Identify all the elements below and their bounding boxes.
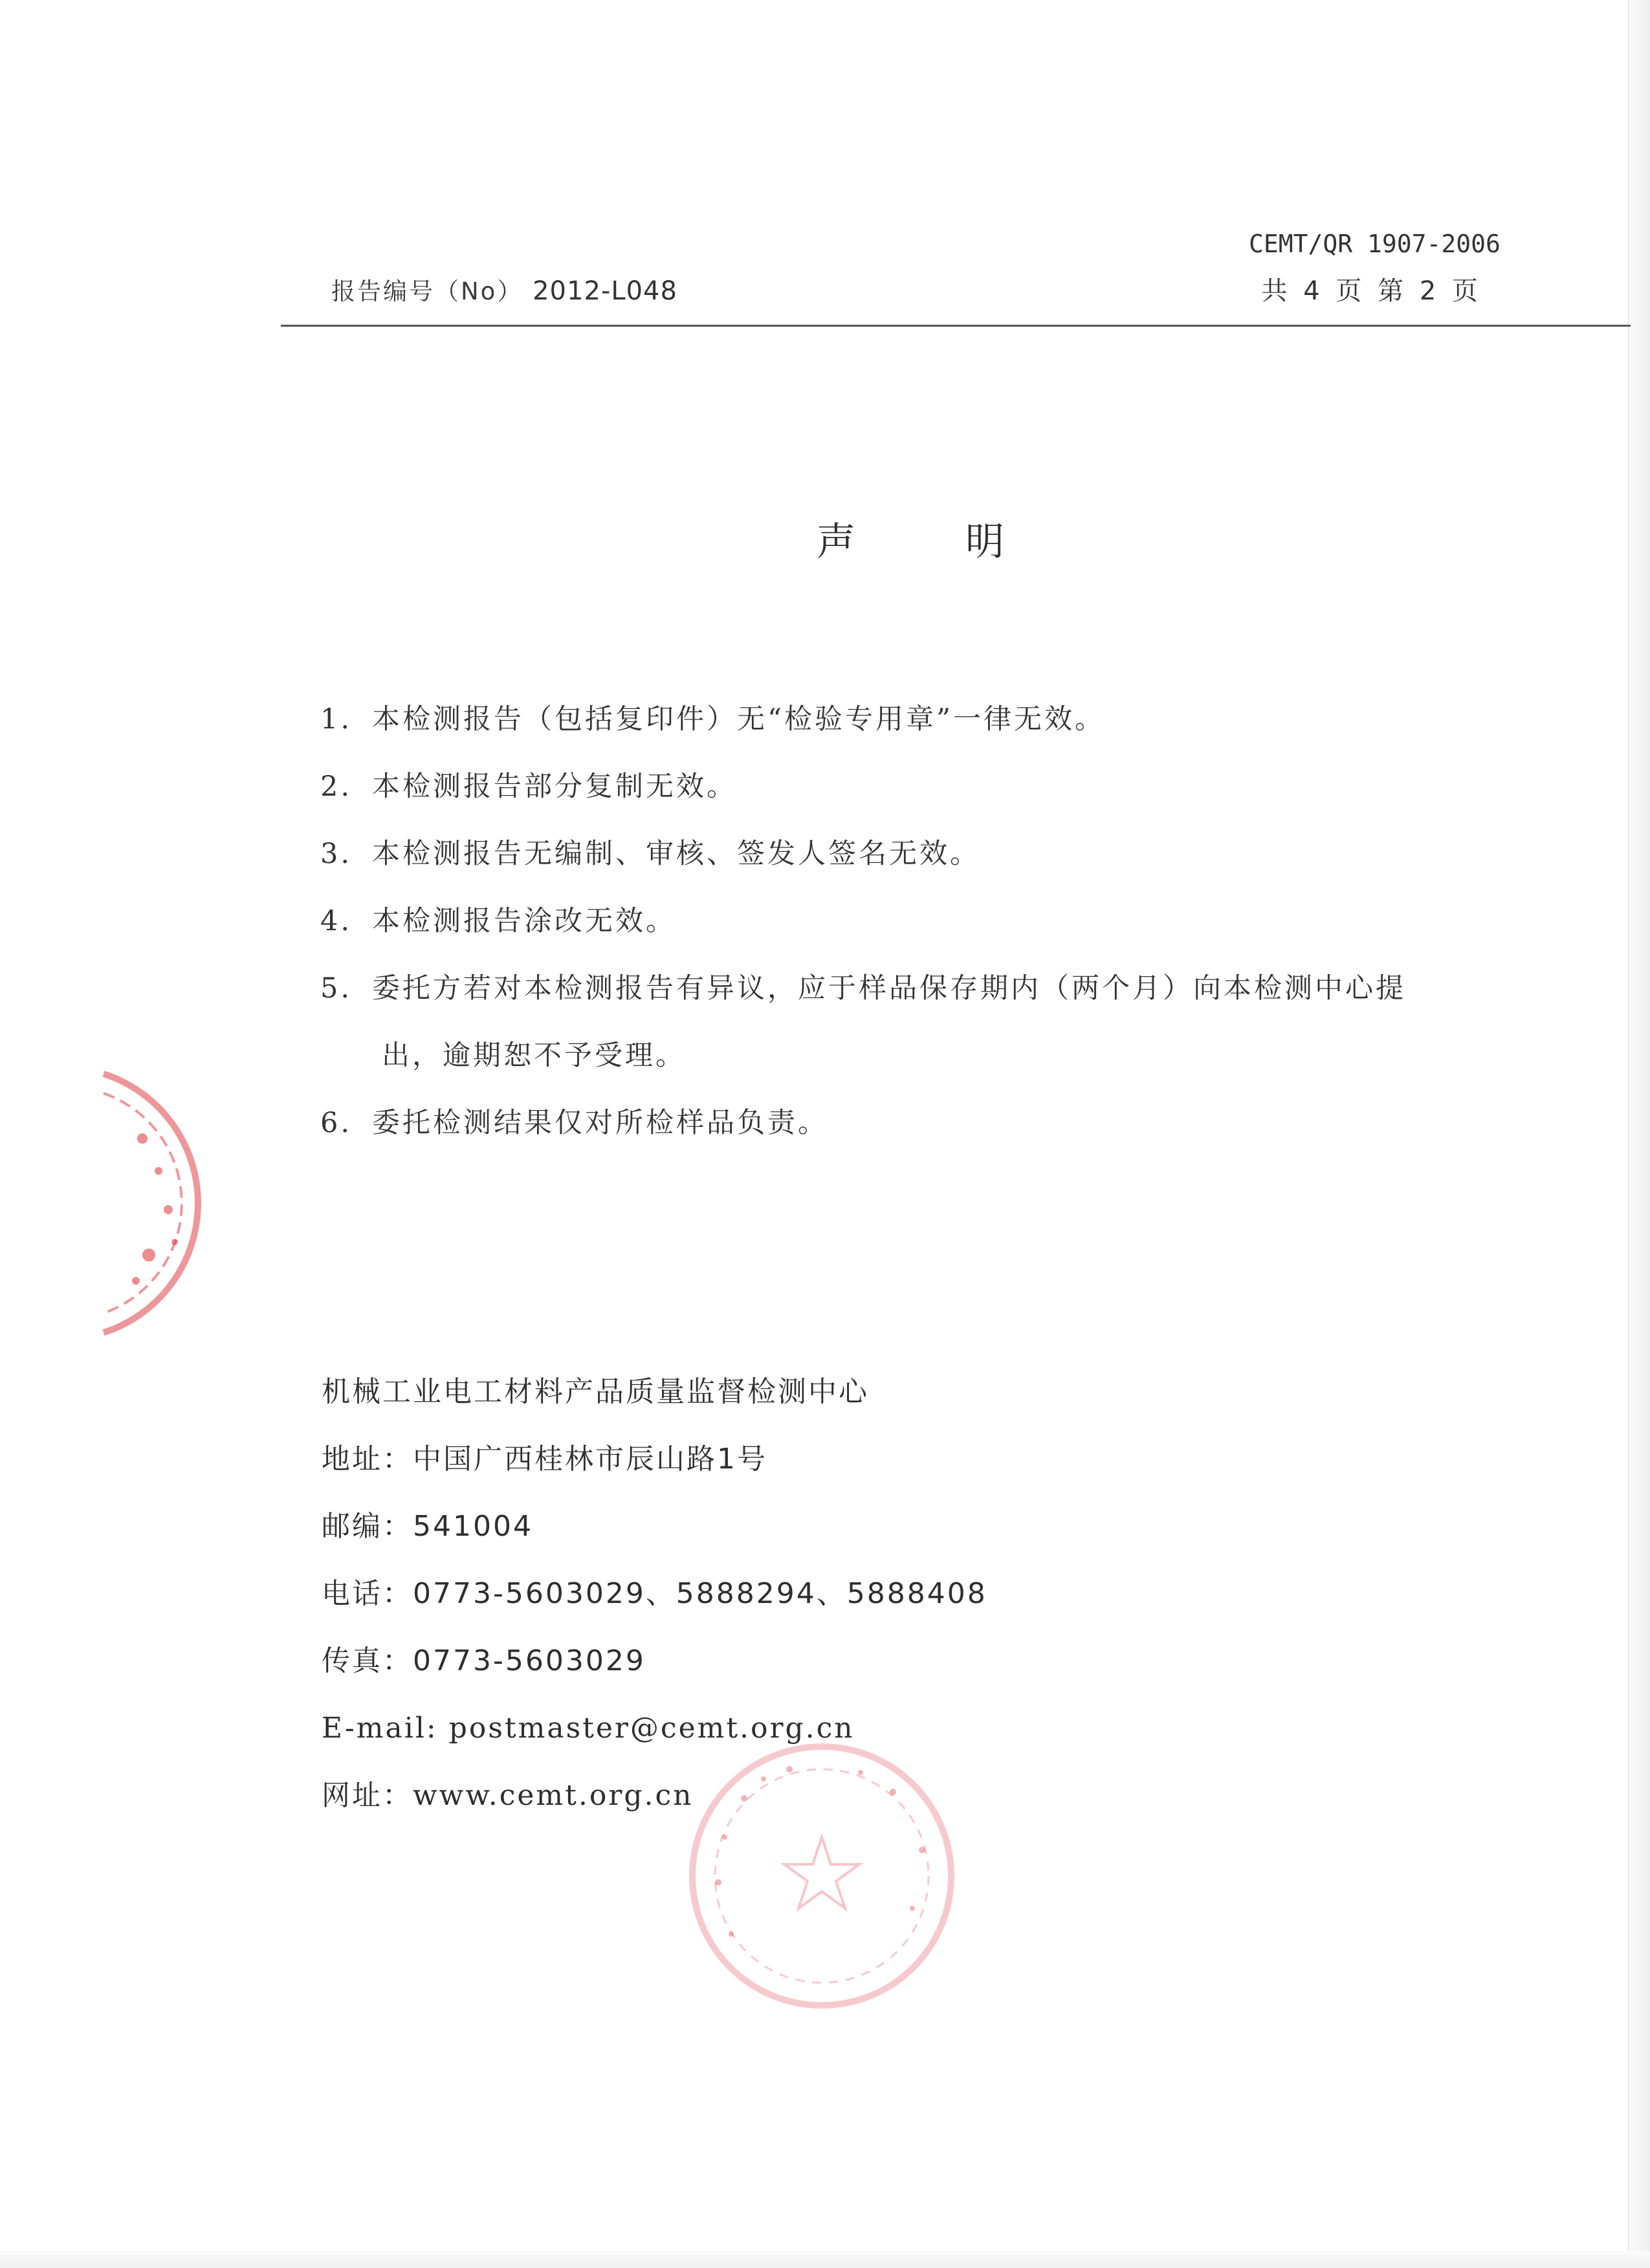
statement-item: [320, 1089, 1537, 1157]
statement-list: [320, 686, 1537, 1157]
statement-number: 4.: [320, 905, 353, 937]
page-edge: [1628, 0, 1650, 2268]
website-line: 网址：www.cemt.org.cn: [322, 1779, 694, 1812]
statement-number: 5.: [320, 972, 353, 1005]
postcode-line: 邮编：541004: [322, 1510, 533, 1543]
report-number-value: 2012-L048: [533, 276, 677, 306]
report-number-label: 报告编号（No）: [331, 278, 523, 305]
address-line: 地址：中国广西桂林市辰山路1号: [322, 1443, 767, 1476]
statement-text: 本检测报告部分复制无效。: [372, 770, 737, 803]
header-rule: [281, 325, 1631, 327]
statement-text: 委托方若对本检测报告有异议，应于样品保存期内（两个月）向本检测中心提: [372, 972, 1406, 1005]
statement-number: 3.: [320, 838, 353, 870]
report-number: [331, 272, 677, 307]
page-edge-bottom: [0, 2251, 1650, 2268]
fax-line: 传真：0773-5603029: [322, 1644, 646, 1677]
statement-number: 1.: [320, 703, 353, 736]
page-count: 共 4 页 第 2 页: [1261, 276, 1482, 306]
statement-text: 本检测报告涂改无效。: [372, 905, 676, 937]
seal-stamp-left: [97, 1061, 214, 1346]
standard-code: CEMT/QR 1907-2006: [1249, 230, 1501, 258]
email-line: E-mail: postmaster@cemt.org.cn: [322, 1712, 855, 1745]
contact-block: [322, 1358, 1292, 1829]
statement-continuation: 出，逾期恕不予受理。: [382, 1040, 686, 1072]
statement-text: 本检测报告（包括复印件）无“检验专用章”一律无效。: [372, 703, 1105, 736]
statement-item: [320, 686, 1537, 753]
page-title: 声明: [817, 519, 1114, 565]
statement-item: [320, 888, 1537, 955]
phone-line: 电话：0773-5603029、5888294、5888408: [322, 1577, 987, 1610]
statement-item: [320, 955, 1537, 1089]
statement-item: [320, 820, 1537, 888]
statement-number: 6.: [320, 1107, 353, 1139]
statement-number: 2.: [320, 770, 353, 803]
statement-text: 本检测报告无编制、审核、签发人签名无效。: [372, 838, 980, 870]
statement-text: 委托检测结果仅对所检样品负责。: [372, 1107, 828, 1139]
statement-item: [320, 753, 1537, 820]
organization-name: 机械工业电工材料产品质量监督检测中心: [322, 1375, 869, 1408]
